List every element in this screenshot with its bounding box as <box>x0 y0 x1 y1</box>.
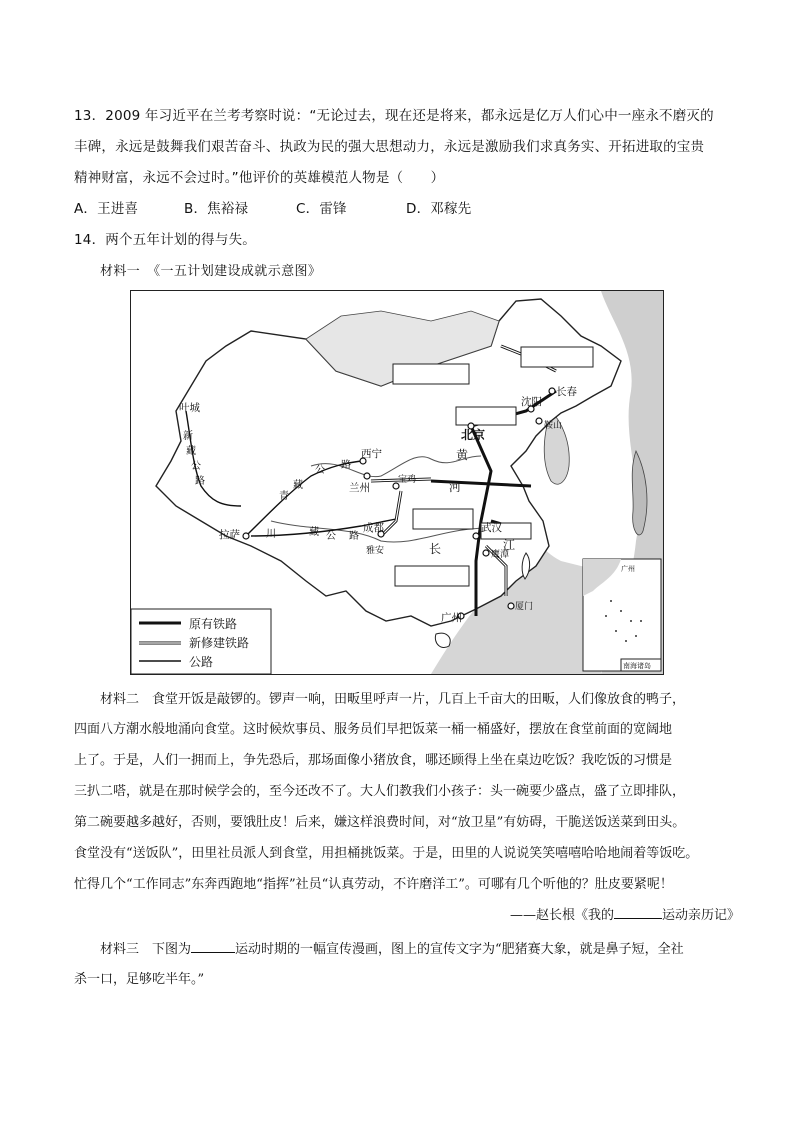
river-char: 河 <box>449 480 462 494</box>
option-d: D．邓稼先 <box>406 201 472 217</box>
source-prefix: ——赵长根《我的 <box>510 908 615 923</box>
inset-label-nanhai: 南海诸岛 <box>623 662 651 670</box>
river-char: 黄 <box>456 448 469 462</box>
q13-line-1: 13．2009 年习近平在兰考考察时说：“无论过去，现在还是将来，都永远是亿万人们心中一座永不磨灭的 <box>74 108 714 124</box>
material3-prefix: 材料三 下图为 <box>100 942 192 957</box>
option-c: C．雷锋 <box>296 201 347 217</box>
map-legend <box>131 609 271 674</box>
material3-blank <box>191 952 235 953</box>
city-label: 兰州 <box>349 482 370 494</box>
q13-line-3: 精神财富，永远不会过时。”他评价的英雄模范人物是（ ） <box>74 170 445 186</box>
material2-source <box>510 904 741 923</box>
material2-line-5: 第二碗要越多越好，否则，要饿肚皮！后来，嫌这样浪费时间，对“放卫星”有妨碍，干脆送饭送菜到田头。 <box>74 815 686 830</box>
city-label: 西宁 <box>361 448 382 460</box>
legend-original-railway: 原有铁路 <box>189 617 238 631</box>
city-label: 长春 <box>556 386 577 398</box>
city-label: 武汉 <box>481 522 502 534</box>
material3-line-2: 杀一口，足够吃半年。” <box>74 972 205 987</box>
road-char: 藏 <box>186 446 196 457</box>
option-a: A．王进喜 <box>74 201 139 217</box>
source-suffix: 运动亲历记》 <box>662 908 741 923</box>
road-char: 新 <box>183 431 193 442</box>
road-char: 路 <box>195 476 205 487</box>
material1-title: 材料一 《一五计划建设成就示意图》 <box>100 264 322 279</box>
city-label: 雅安 <box>366 546 385 556</box>
city-label: 北京 <box>461 428 486 442</box>
option-b: B．焦裕禄 <box>184 201 249 217</box>
city-label: 鞍山 <box>544 421 563 431</box>
q14-title: 14．两个五年计划的得与失。 <box>74 232 256 248</box>
city-label: 宝鸡 <box>398 475 417 485</box>
city-label: 厦门 <box>515 602 534 612</box>
road-char: 川 <box>266 529 276 540</box>
road-char: 藏 <box>309 527 319 538</box>
city-label: 拉萨 <box>219 529 240 541</box>
material2-line-7: 忙得几个“工作同志”东奔西跑地“指挥”社员“认真劳动，不许磨洋工”。可哪有几个听他的？肚皮要紧呢！ <box>74 877 673 892</box>
first-five-year-plan-map <box>130 290 664 675</box>
q13-line-2: 丰碑，永远是鼓舞我们艰苦奋斗、执政为民的强大思想动力，永远是激励我们求真务实、开拓进取的宝贵 <box>74 139 705 155</box>
inset-label-guangzhou: 广州 <box>621 565 635 573</box>
material2-line-4: 三扒二嗒，就是在那时候学会的，至今还改不了。大人们教我们小孩子：头一碗要少盛点，盛了立即排队， <box>74 784 686 799</box>
city-label: 鹰潭 <box>491 550 510 560</box>
q13-options <box>74 197 471 217</box>
road-char: 公 <box>315 465 325 476</box>
river-char: 江 <box>503 538 516 552</box>
road-char: 路 <box>349 531 359 542</box>
river-char: 长 <box>429 542 442 556</box>
road-char: 青 <box>279 491 289 502</box>
material2-line-1: 材料二 食堂开饭是敲锣的。锣声一响，田畈里呼声一片，几百上千亩大的田畈，人们像放食的鸭子， <box>100 692 686 707</box>
south-china-sea-inset <box>583 559 661 671</box>
city-label: 成都 <box>363 522 384 534</box>
road-char: 公 <box>326 531 336 542</box>
material2-line-2: 四面八方潮水般地涌向食堂。这时候炊事员、服务员们早把饭菜一桶一桶盛好，摆放在食堂前面的宽阔地 <box>74 722 673 737</box>
material3-text: 运动时期的一幅宣传漫画，图上的宣传文字为“肥猪赛大象，就是鼻子短，全社 <box>235 942 684 957</box>
legend-highway: 公路 <box>189 655 214 669</box>
city-label: 叶城 <box>179 402 200 414</box>
material2-line-3: 上了。于是，人们一拥而上，争先恐后，那场面像小猪放食，哪还顾得上坐在桌边吃饭？我吃饭的习惯是 <box>74 753 673 768</box>
material3-line-1 <box>100 938 752 957</box>
road-char: 藏 <box>293 480 303 491</box>
road-char: 路 <box>341 460 351 471</box>
material2-line-6: 食堂没有“送饭队”，田里社员派人到食堂，用担桶挑饭菜。于是，田里的人说说笑笑嘻嘻哈哈地闹着等饭吃。 <box>74 846 699 861</box>
source-blank <box>614 918 662 919</box>
legend-new-railway: 新修建铁路 <box>189 636 250 650</box>
city-label: 广州 <box>441 612 462 624</box>
road-char: 公 <box>191 461 201 472</box>
city-label: 沈阳 <box>521 396 542 408</box>
